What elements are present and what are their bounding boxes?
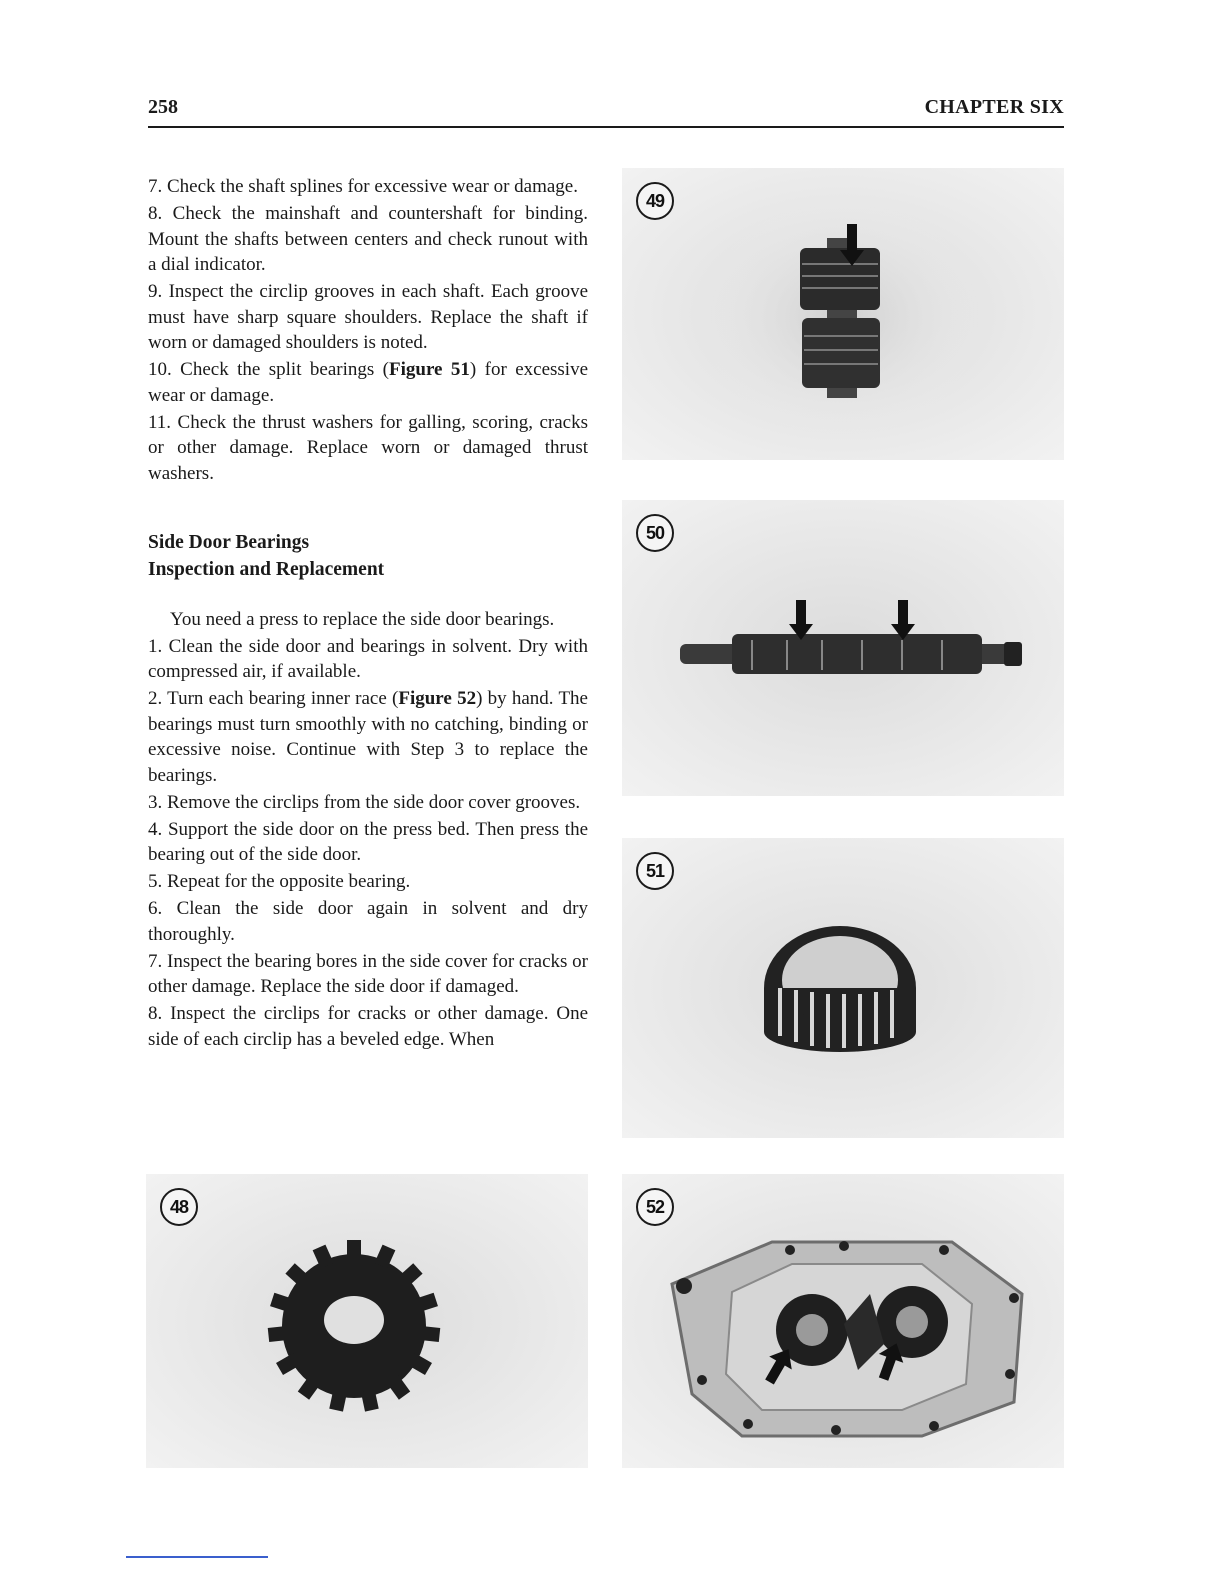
side-door-step-2: 2. Turn each bearing inner race (Figure 52) by hand. The bearings must turn smoothly with no catching, binding or excessive noise. Continue with Step 3 to replace the bearings. <box>148 688 588 786</box>
needle-bearing-illustration <box>622 838 1064 1138</box>
page-number: 258 <box>148 96 178 118</box>
figure-reference-52: Figure 52 <box>398 688 477 709</box>
figure-number-badge: 48 <box>160 1188 198 1226</box>
figure-reference-51: Figure 51 <box>389 359 470 380</box>
left-text-column <box>148 174 588 1054</box>
paragraph-step-8: 8. Check the mainshaft and countershaft for binding. Mount the shafts between centers and check runout with a dial indicator. <box>148 203 589 275</box>
paragraph-step-9: 9. Inspect the circlip grooves in each shaft. Each groove must have sharp square shoulders. Replace the shaft if worn or damaged shoulders is noted. <box>148 281 589 353</box>
side-door-step-7: 7. Inspect the bearing bores in the side cover for cracks or other damage. Replace the side door if damaged. <box>148 950 588 997</box>
side-door-step-1: 1. Clean the side door and bearings in solvent. Dry with compressed air, if available. <box>148 635 588 682</box>
paragraph-step-7: 7. Check the shaft splines for excessive wear or damage. <box>148 176 578 197</box>
side-door-illustration <box>622 1174 1064 1468</box>
gear-cluster-illustration <box>622 168 1064 460</box>
side-door-step-5: 5. Repeat for the opposite bearing. <box>148 871 411 892</box>
figure-number-badge: 51 <box>636 852 674 890</box>
figure-49-photo <box>622 168 1064 460</box>
paragraph-step-10: 10. Check the split bearings (Figure 51) for excessive wear or damage. <box>148 359 588 406</box>
section-heading-line-1: Side Door Bearings <box>148 531 310 553</box>
side-door-step-3: 3. Remove the circlips from the side door cover grooves. <box>148 791 581 813</box>
figure-48-photo <box>146 1174 588 1468</box>
figure-52-photo <box>622 1174 1064 1468</box>
shaft-illustration <box>622 500 1064 796</box>
chapter-title: CHAPTER SIX <box>924 96 1064 118</box>
figure-number-badge: 49 <box>636 182 674 220</box>
side-door-step-6: 6. Clean the side door again in solvent and dry thoroughly. <box>148 898 588 945</box>
section-heading-line-2: Inspection and Replacement <box>148 559 385 580</box>
page-header <box>148 94 1064 128</box>
side-door-step-4: 4. Support the side door on the press bed. Then press the bearing out of the side door. <box>148 818 589 865</box>
figure-number-badge: 52 <box>636 1188 674 1226</box>
gear-illustration <box>146 1174 588 1468</box>
footer-link-underline <box>126 1556 268 1558</box>
figure-50-photo <box>622 500 1064 796</box>
figure-number-badge: 50 <box>636 514 674 552</box>
side-door-step-8: 8. Inspect the circlips for cracks or other damage. One side of each circlip has a beveled edge. When <box>148 1003 588 1050</box>
figure-51-photo <box>622 838 1064 1138</box>
paragraph-step-11: 11. Check the thrust washers for galling, scoring, cracks or other damage. Replace worn or damaged thrust washers. <box>148 411 588 484</box>
section-intro: You need a press to replace the side door bearings. <box>170 608 555 630</box>
